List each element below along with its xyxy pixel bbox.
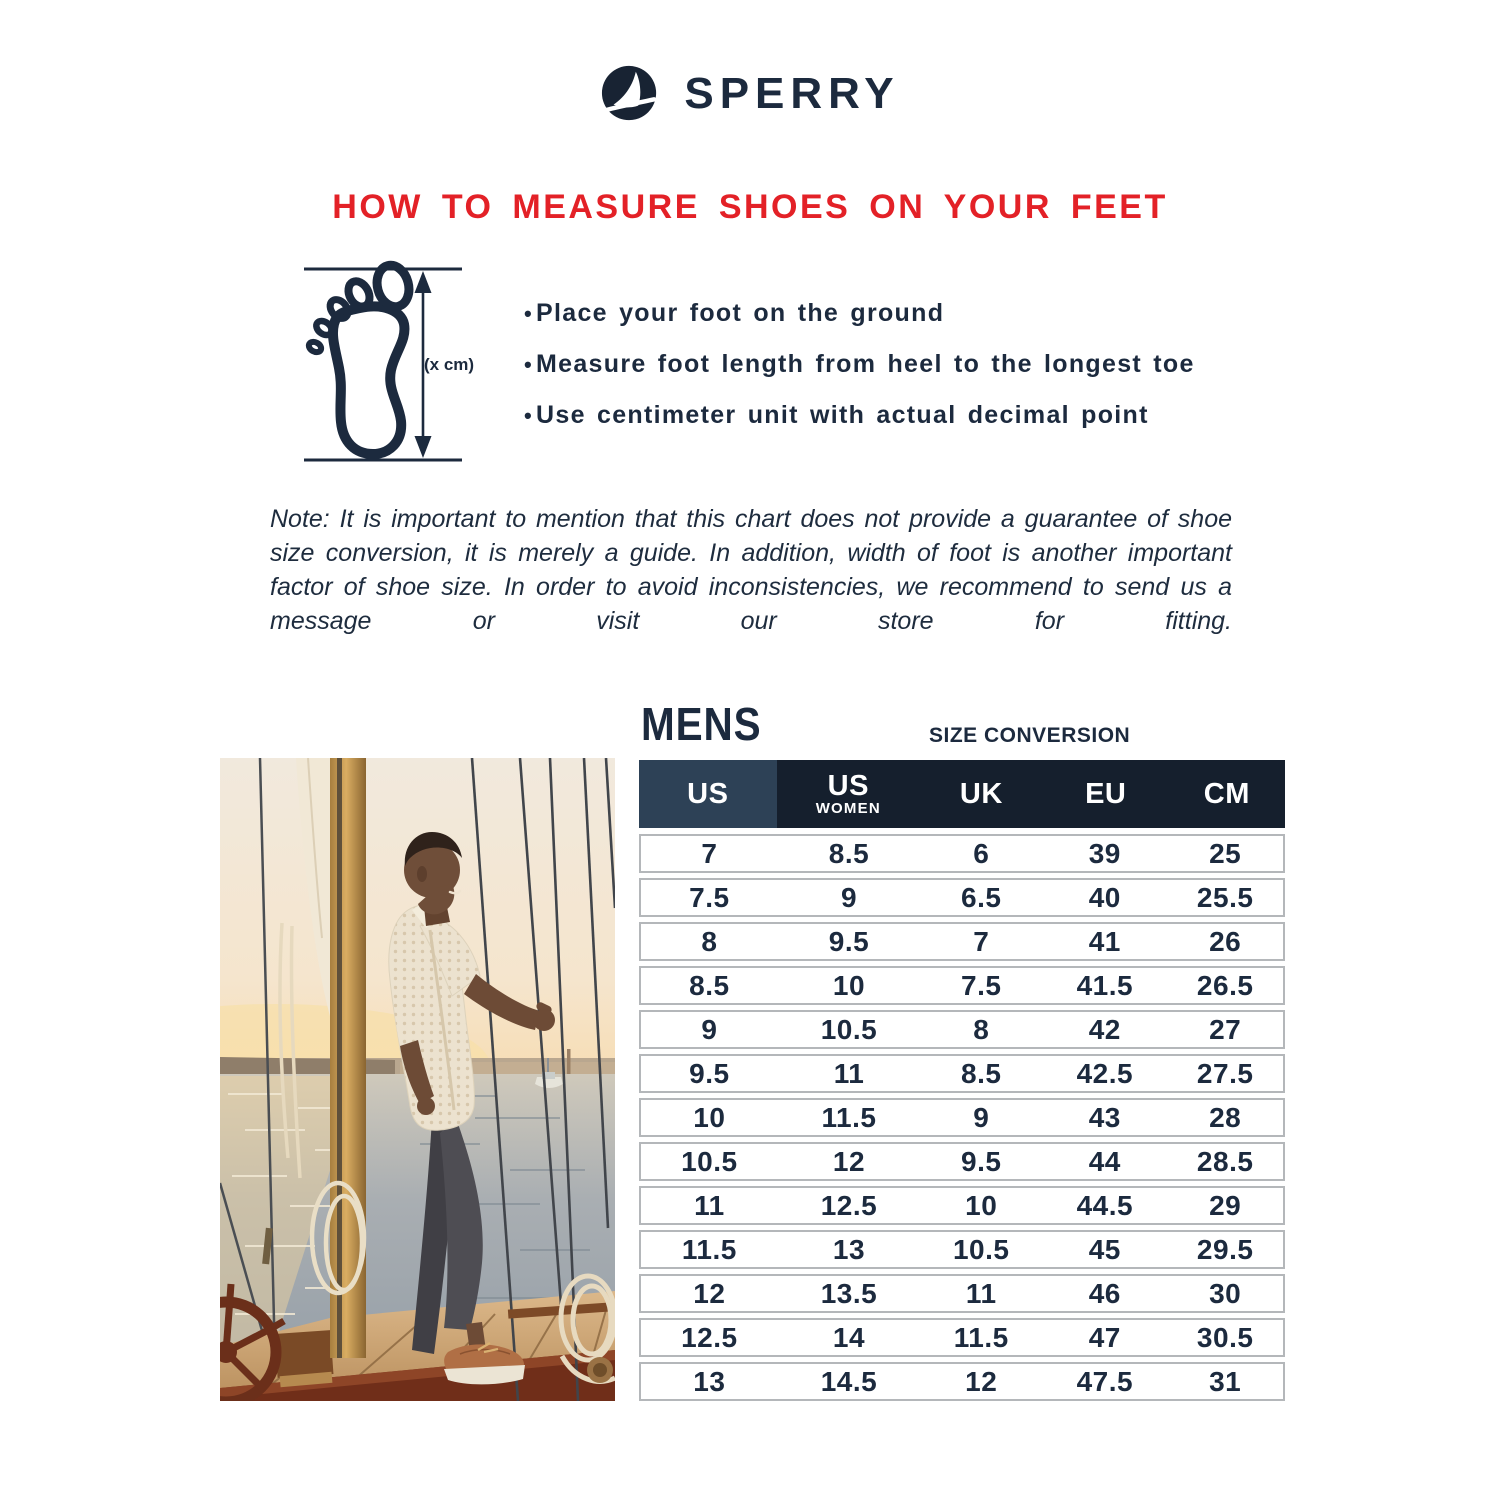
size-cell: 14 bbox=[832, 1321, 866, 1353]
size-cell: 26.5 bbox=[1196, 969, 1254, 1001]
size-cell: 47 bbox=[1088, 1321, 1121, 1353]
instruction-item bbox=[524, 400, 1224, 431]
size-cell: 12 bbox=[693, 1277, 726, 1309]
size-cell: 11.5 bbox=[821, 1101, 877, 1133]
size-cell: 42 bbox=[1088, 1013, 1121, 1045]
size-cell: 30.5 bbox=[1196, 1321, 1254, 1353]
chart-subtitle: SIZE CONVERSION bbox=[929, 724, 1131, 747]
size-cell: 6.5 bbox=[961, 881, 1002, 913]
instruction-text: Place your foot on the ground bbox=[536, 299, 945, 327]
size-cell: 46 bbox=[1088, 1277, 1121, 1309]
size-cell: 29 bbox=[1209, 1189, 1242, 1221]
diagram-measure-label: (x cm) bbox=[424, 355, 475, 374]
size-cell: 10 bbox=[832, 969, 866, 1001]
size-cell: 8.5 bbox=[961, 1057, 1002, 1089]
sailor-photo bbox=[220, 758, 615, 1401]
column-header-us: US bbox=[639, 760, 777, 828]
bullet-dot: • bbox=[524, 403, 534, 428]
size-cell: 7.5 bbox=[961, 969, 1002, 1001]
size-cell: 14.5 bbox=[820, 1365, 878, 1397]
size-cell: 10 bbox=[693, 1101, 726, 1133]
foot-measure-diagram bbox=[296, 256, 492, 472]
instruction-text: Use centimeter unit with actual decimal point bbox=[536, 401, 1149, 429]
section-title: MENS bbox=[641, 698, 762, 750]
size-row bbox=[639, 1142, 1285, 1181]
size-cell: 44 bbox=[1088, 1145, 1121, 1177]
size-cell: 47.5 bbox=[1076, 1365, 1134, 1397]
size-cell: 9.5 bbox=[828, 925, 870, 957]
size-cell: 10.5 bbox=[681, 1145, 738, 1177]
size-cell: 12 bbox=[832, 1145, 866, 1177]
size-cell: 25.5 bbox=[1196, 881, 1254, 913]
size-cell: 39 bbox=[1088, 837, 1121, 869]
size-cell: 13 bbox=[832, 1233, 866, 1265]
instruction-item bbox=[524, 349, 1224, 380]
size-row bbox=[639, 966, 1285, 1005]
size-cell: 13.5 bbox=[820, 1277, 878, 1309]
size-cell: 11 bbox=[965, 1277, 997, 1309]
size-cell: 28.5 bbox=[1196, 1145, 1254, 1177]
size-cell: 10.5 bbox=[820, 1013, 878, 1045]
size-cell: 8.5 bbox=[828, 837, 870, 869]
page-title: HOW TO MEASURE SHOES ON YOUR FEET bbox=[332, 188, 1168, 226]
size-cell: 27 bbox=[1209, 1013, 1242, 1045]
column-header-us-women: US WOMEN bbox=[815, 770, 881, 817]
instruction-list bbox=[524, 298, 1224, 451]
size-row bbox=[639, 1010, 1285, 1049]
size-cell: 26 bbox=[1209, 925, 1242, 957]
size-conversion-chart bbox=[639, 700, 1285, 1401]
size-cell: 8 bbox=[701, 925, 718, 957]
size-row bbox=[639, 1362, 1285, 1401]
column-header-cm: CM bbox=[1203, 778, 1250, 810]
size-cell: 11 bbox=[833, 1057, 865, 1089]
size-cell: 8 bbox=[973, 1013, 990, 1045]
size-cell: 28 bbox=[1209, 1101, 1242, 1133]
instruction-text: Measure foot length from heel to the longest toe bbox=[536, 350, 1195, 378]
size-cell: 6 bbox=[973, 837, 990, 869]
size-cell: 11.5 bbox=[953, 1321, 1009, 1353]
size-cell: 45 bbox=[1088, 1233, 1121, 1265]
size-row bbox=[639, 1274, 1285, 1313]
size-cell: 8.5 bbox=[689, 969, 730, 1001]
size-cell: 41.5 bbox=[1076, 969, 1134, 1001]
size-cell: 10.5 bbox=[952, 1233, 1010, 1265]
size-cell: 27.5 bbox=[1196, 1057, 1254, 1089]
size-cell: 43 bbox=[1088, 1101, 1121, 1133]
column-header-uk: UK bbox=[959, 778, 1003, 810]
size-cell: 41 bbox=[1088, 925, 1121, 957]
size-cell: 9.5 bbox=[689, 1057, 730, 1089]
size-cell: 9 bbox=[840, 881, 858, 913]
size-cell: 9 bbox=[973, 1101, 990, 1133]
sailboat-icon bbox=[600, 64, 660, 124]
size-table-body bbox=[639, 834, 1285, 1401]
size-row bbox=[639, 1230, 1285, 1269]
size-row bbox=[639, 1098, 1285, 1137]
size-cell: 30 bbox=[1209, 1277, 1242, 1309]
size-table-header bbox=[639, 760, 1285, 828]
size-cell: 10 bbox=[965, 1189, 998, 1221]
size-cell: 40 bbox=[1088, 881, 1121, 913]
size-row bbox=[639, 878, 1285, 917]
size-cell: 44.5 bbox=[1076, 1189, 1134, 1221]
size-cell: 12.5 bbox=[820, 1189, 878, 1221]
footprint-icon bbox=[307, 262, 413, 454]
size-cell: 42.5 bbox=[1076, 1057, 1134, 1089]
bullet-dot: • bbox=[524, 301, 534, 326]
disclaimer-note: Note: It is important to mention that this chart does not provide a guarantee of shoe size conversion, it is merely a guide. In addition, width of foot is another important factor of shoe size. In order to avoid inconsistencies, we recommend to send us a message or visit our store for fitting. bbox=[270, 505, 1232, 635]
size-cell: 12.5 bbox=[681, 1321, 738, 1353]
instruction-item bbox=[524, 298, 1224, 329]
size-cell: 7.5 bbox=[689, 881, 730, 913]
brand-name: SPERRY bbox=[684, 69, 900, 118]
chart-heading bbox=[639, 700, 1285, 760]
size-row bbox=[639, 834, 1285, 873]
size-cell: 7 bbox=[701, 837, 718, 869]
size-cell: 29.5 bbox=[1196, 1233, 1254, 1265]
size-row bbox=[639, 1054, 1285, 1093]
brand-header bbox=[0, 64, 1500, 124]
size-row bbox=[639, 1318, 1285, 1357]
size-cell: 25 bbox=[1209, 837, 1242, 869]
size-cell: 31 bbox=[1209, 1365, 1242, 1397]
size-row bbox=[639, 1186, 1285, 1225]
size-cell: 9 bbox=[701, 1013, 718, 1045]
size-cell: 12 bbox=[965, 1365, 998, 1397]
size-cell: 11.5 bbox=[681, 1233, 737, 1265]
size-cell: 13 bbox=[693, 1365, 726, 1397]
bullet-dot: • bbox=[524, 352, 534, 377]
size-cell: 9.5 bbox=[961, 1145, 1002, 1177]
size-row bbox=[639, 922, 1285, 961]
size-cell: 11 bbox=[694, 1189, 725, 1221]
column-header-eu: EU bbox=[1085, 778, 1127, 810]
size-cell: 7 bbox=[973, 925, 990, 957]
